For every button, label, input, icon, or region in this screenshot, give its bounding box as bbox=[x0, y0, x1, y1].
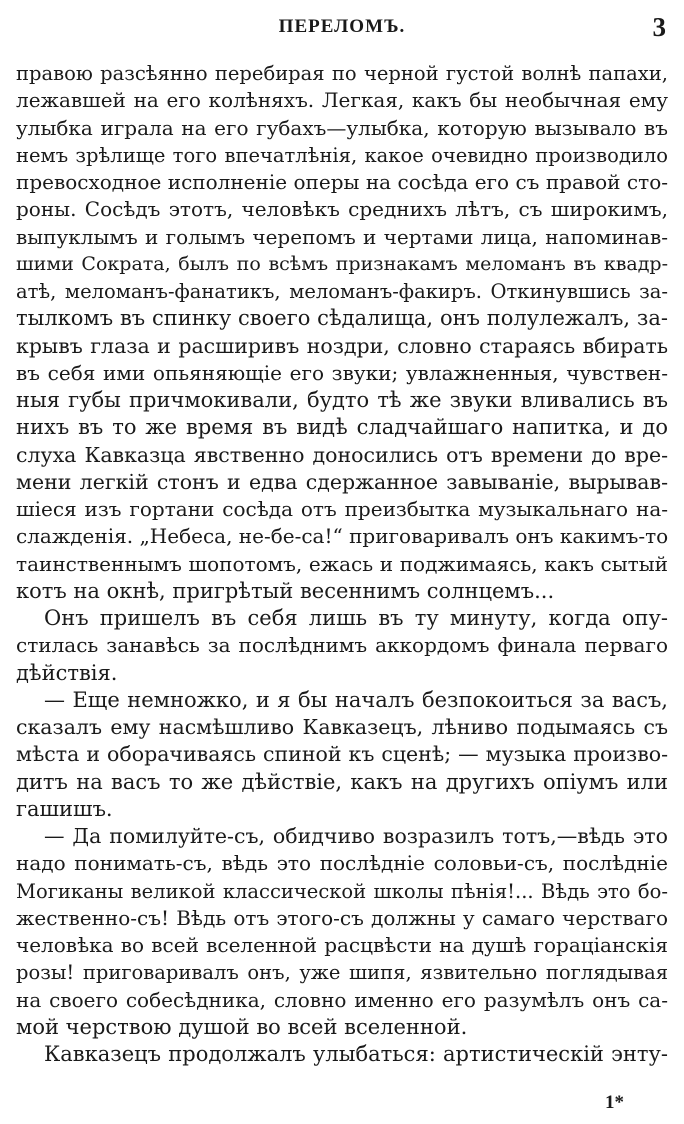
text-line: тылкомъ въ спинку своего сѣдалища, онъ полулежалъ, за- bbox=[16, 306, 668, 331]
text-line: человѣка во всей вселенной расцвѣсти на душѣ гораціанскія bbox=[16, 933, 668, 957]
text-line: крывъ глаза и расширивъ ноздри, словно стараясь вбирать bbox=[16, 333, 668, 358]
text-line: мой черствою душой во всей вселенной. bbox=[16, 1014, 468, 1039]
text-line: дитъ на васъ то же дѣйствіе, какъ на другихъ опіумъ или bbox=[16, 769, 668, 794]
text-line: слуха Кавказца явственно доносились отъ времени до вре- bbox=[16, 442, 668, 467]
text-line: немъ зрѣлище того впечатлѣнія, какое очевидно производило bbox=[16, 143, 668, 167]
text-line: мѣста и оборачиваясь спиной къ сценѣ; — музыка произво- bbox=[16, 742, 668, 767]
text-line: роны. Сосѣдъ этотъ, человѣкъ среднихъ лѣтъ, съ широкимъ, bbox=[16, 197, 668, 222]
text-line: выпуклымъ и голымъ черепомъ и чертами лица, напоминав- bbox=[16, 224, 668, 249]
text-line: шими Сократа, былъ по всѣмъ признакамъ меломанъ въ квадр- bbox=[16, 252, 668, 275]
page-number: 3 bbox=[652, 12, 666, 42]
text-line: Могиканы великой классической школы пѣнія!... Вѣдь это бо- bbox=[16, 879, 668, 903]
text-line: — Да помилуйте-съ, обидчиво возразилъ тотъ,—вѣдь это bbox=[44, 824, 668, 848]
text-line: на своего собесѣдника, словно именно его разумѣлъ онъ са- bbox=[16, 987, 668, 1012]
text-line: надо понимать-съ, вѣдь это послѣдніе соловьи-съ, послѣдніе bbox=[16, 851, 668, 876]
text-line: Онъ пришелъ въ себя лишь въ ту минуту, когда опу- bbox=[44, 606, 668, 630]
text-line: сказалъ ему насмѣшливо Кавказецъ, лѣниво подымаясь съ bbox=[16, 715, 668, 739]
body-text bbox=[16, 60, 668, 1068]
text-line: — Еще немножко, и я бы началъ безпокоиться за васъ, bbox=[44, 687, 668, 712]
text-line: котъ на окнѣ, пригрѣтый весеннимъ солнцемъ... bbox=[16, 578, 555, 603]
text-line: мени легкій стонъ и едва сдержанное завываніе, вырывав- bbox=[16, 469, 668, 494]
running-head bbox=[0, 14, 684, 44]
text-line: превосходное исполненіе оперы на сосѣда его съ правой сто- bbox=[16, 170, 668, 194]
text-line: атѣ, меломанъ-фанатикъ, меломанъ-факиръ. Откинувшись за- bbox=[16, 280, 668, 303]
signature-mark: 1* bbox=[605, 1092, 624, 1113]
text-line: дѣйствія. bbox=[16, 660, 118, 685]
text-line: розы! приговаривалъ онъ, уже шипя, язвительно поглядывая bbox=[16, 961, 668, 985]
text-line: Кавказецъ продолжалъ улыбаться: артистическій энту- bbox=[44, 1042, 668, 1066]
text-line: нихъ въ то же время въ видѣ сладчайшаго напитка, и до bbox=[16, 415, 668, 440]
text-line: слажденія. „Небеса, не-бе-са!“ приговаривалъ онъ какимъ-то bbox=[16, 524, 668, 549]
text-line: въ себя ими опьяняющіе его звуки; увлажненныя, чувствен- bbox=[16, 360, 668, 385]
chapter-title: ПЕРЕЛОМЪ. bbox=[278, 16, 406, 37]
text-line: шіеся изъ гортани сосѣда отъ преизбытка музыкальнаго на- bbox=[16, 497, 668, 521]
text-line: гашишъ. bbox=[16, 796, 113, 821]
text-line: лежавшей на его колѣняхъ. Легкая, какъ бы необычная ему bbox=[16, 88, 668, 113]
text-line: улыбка играла на его губахъ—улыбка, которую вызывало въ bbox=[16, 115, 668, 140]
text-line: стилась занавѣсь за послѣднимъ аккордомъ финала перваго bbox=[16, 633, 668, 658]
text-line: жественно-съ! Вѣдь отъ этого-съ должны у самаго черстваго bbox=[16, 905, 668, 930]
text-line: таинственнымъ шопотомъ, ежась и поджимаясь, какъ сытый bbox=[16, 551, 668, 576]
text-line: ныя губы причмокивали, будто тѣ же звуки вливались въ bbox=[16, 388, 668, 412]
text-line: правою разсѣянно перебирая по черной густой волнѣ папахи, bbox=[16, 62, 668, 85]
